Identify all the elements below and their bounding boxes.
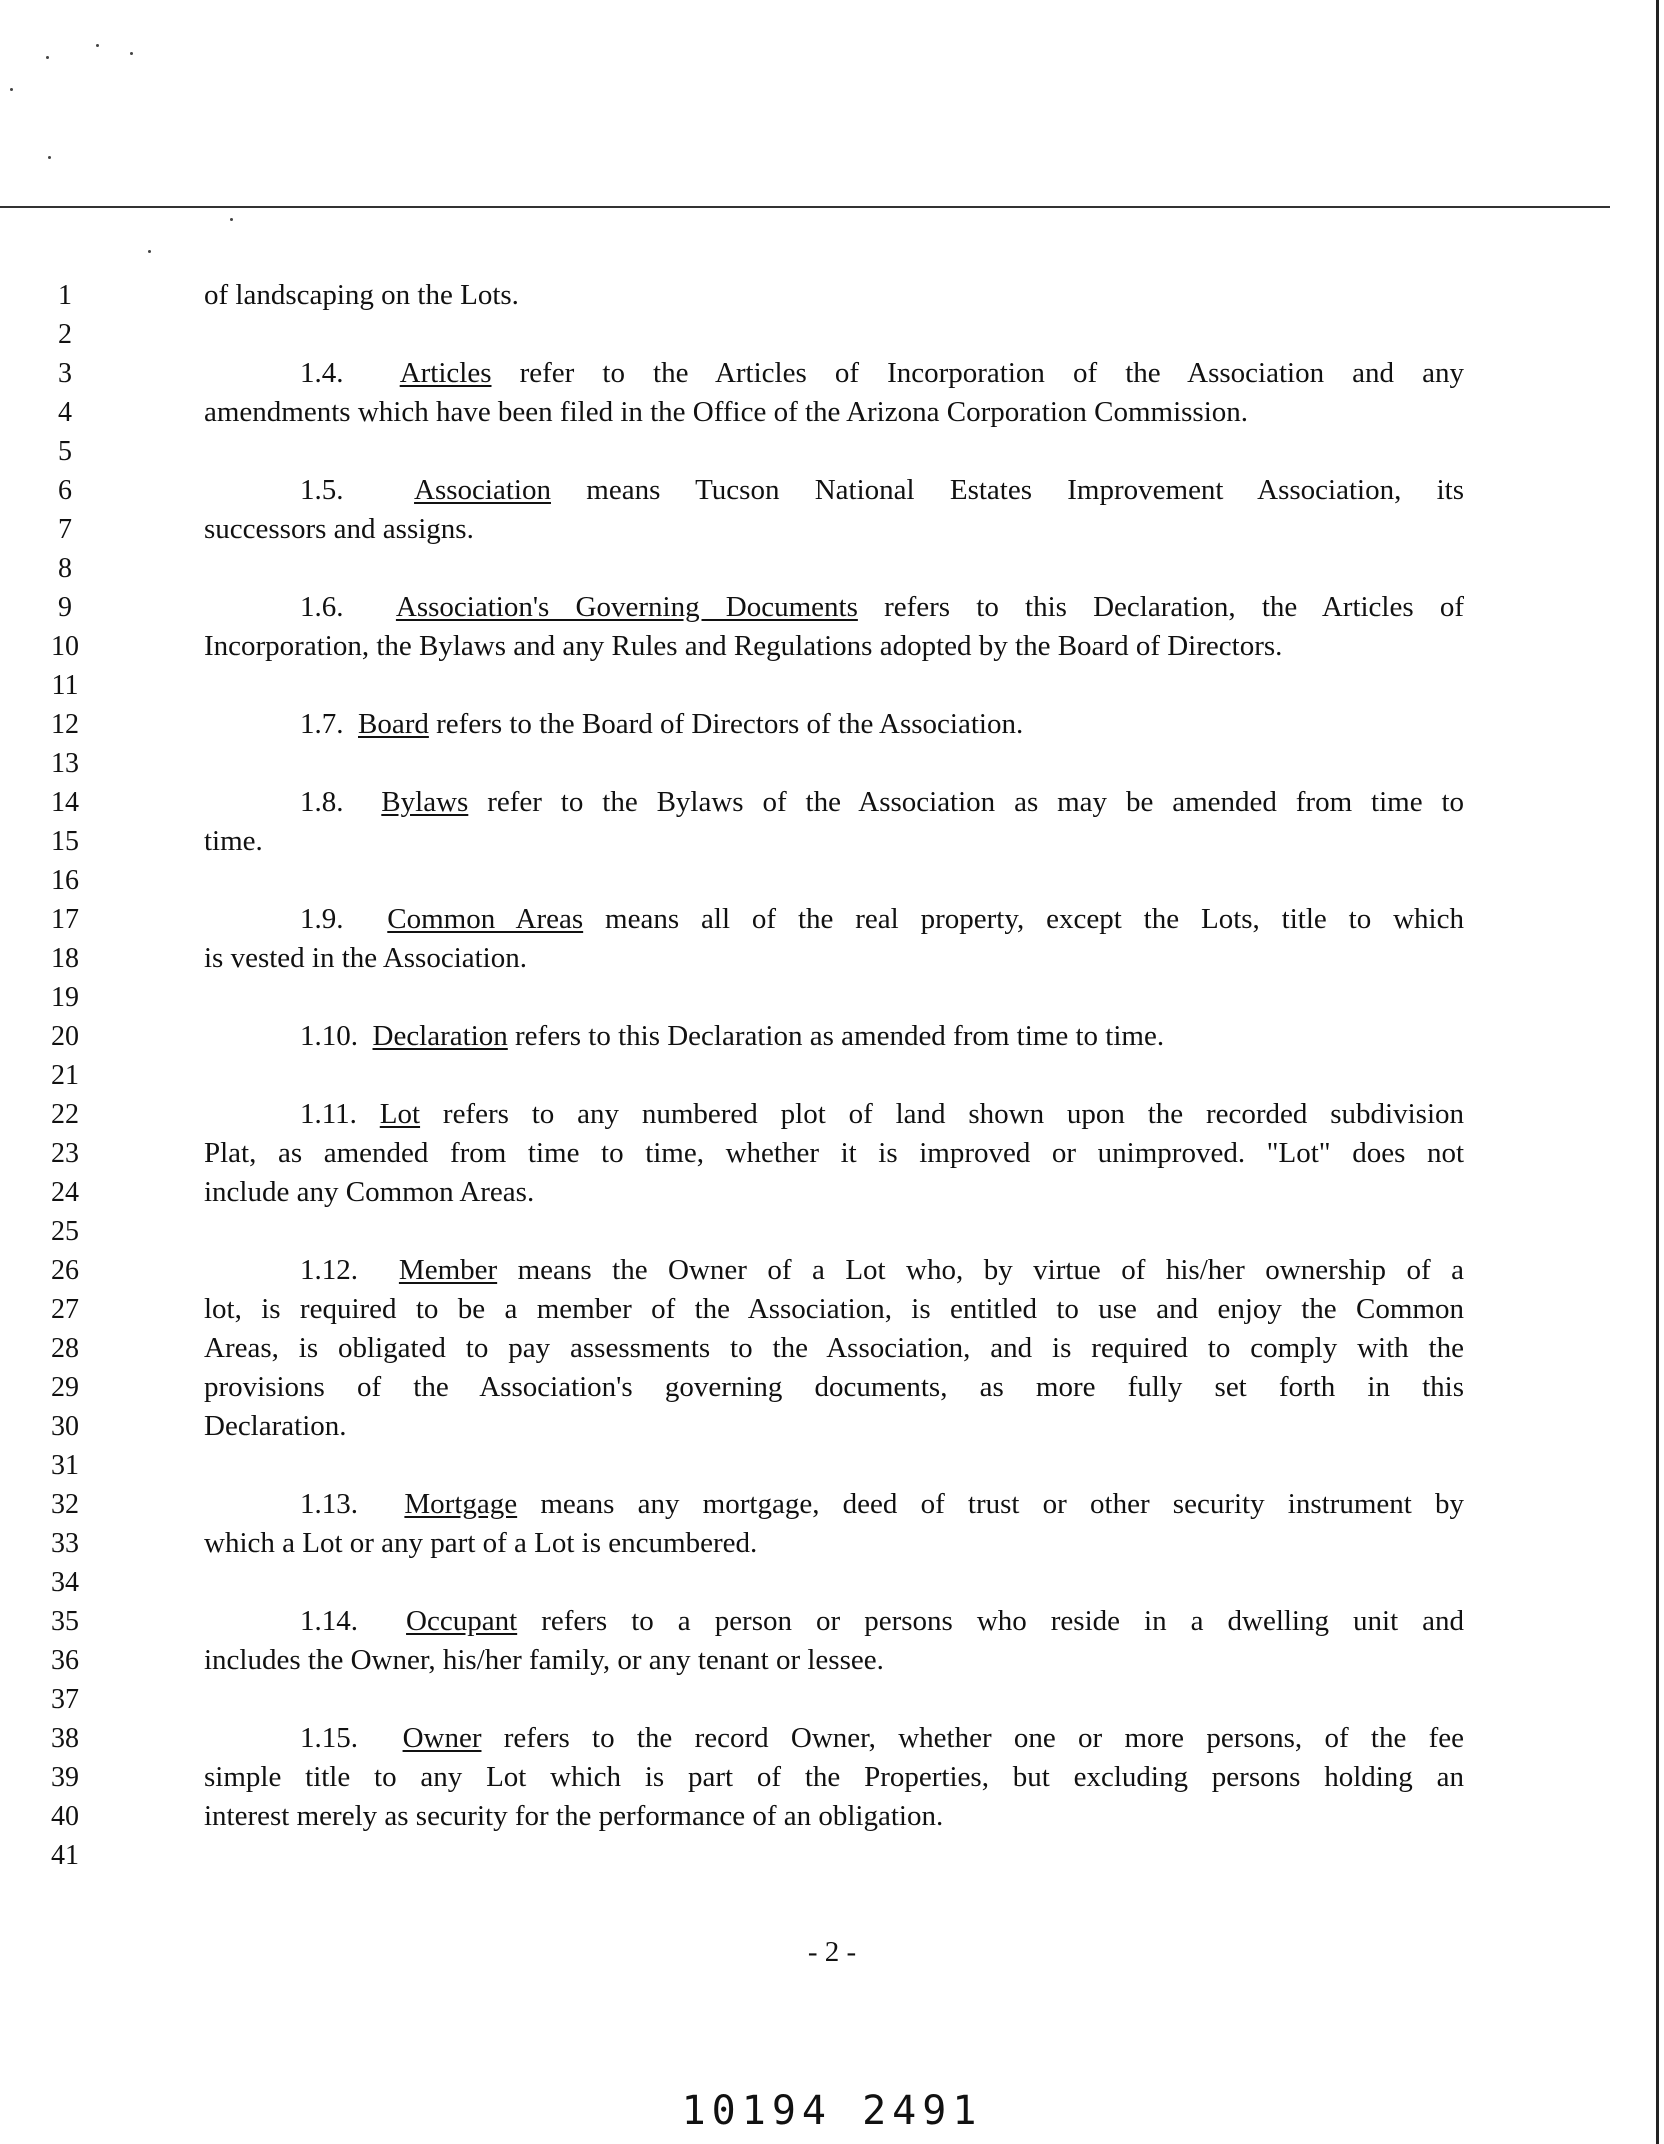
- defined-term: Bylaws: [381, 786, 469, 818]
- section-number: 1.6.: [300, 591, 344, 623]
- section-1-12-line-5: Declaration.: [204, 1410, 347, 1442]
- scan-speck: [46, 56, 49, 59]
- section-1-12-line-2: lot, is required to be a member of the Association, is entitled to use and enjoy the Common: [204, 1293, 1464, 1325]
- section-1-9-line-2: is vested in the Association.: [204, 942, 527, 974]
- scan-speck: [10, 88, 13, 91]
- section-1-10-line-1: 1.10. Declaration refers to this Declaration as amended from time to time.: [300, 1020, 1165, 1052]
- section-1-8-line-2: time.: [204, 825, 263, 857]
- scan-speck: [230, 218, 233, 221]
- line-number: 6: [58, 475, 72, 506]
- section-1-9-line-1: 1.9. Common Areas means all of the real property, except the Lots, title to which: [300, 903, 1464, 935]
- section-1-14-line-1: 1.14. Occupant refers to a person or persons who reside in a dwelling unit and: [300, 1605, 1464, 1637]
- line-number: 29: [51, 1372, 79, 1403]
- line-number: 16: [51, 865, 79, 896]
- line-number: 8: [58, 553, 72, 584]
- defined-term: Association: [414, 474, 551, 506]
- defined-term: Lot: [379, 1098, 421, 1130]
- section-1-7-line-1: 1.7. Board refers to the Board of Directors of the Association.: [300, 708, 1024, 740]
- line-number: 36: [51, 1645, 79, 1676]
- defined-term: Articles: [399, 357, 492, 389]
- section-1-6-line-1: 1.6. Association's Governing Documents refers to this Declaration, the Articles of: [300, 591, 1464, 623]
- line-number: 3: [58, 358, 72, 389]
- line-number: 25: [51, 1216, 79, 1247]
- section-1-4-line-2: amendments which have been filed in the Office of the Arizona Corporation Commission.: [204, 396, 1249, 428]
- line-number: 30: [51, 1411, 79, 1442]
- line-number: 27: [51, 1294, 79, 1325]
- section-1-15-line-3: interest merely as security for the performance of an obligation.: [204, 1800, 944, 1832]
- section-number: 1.12.: [300, 1254, 358, 1286]
- document-body: [204, 276, 1464, 1875]
- line-number: 26: [51, 1255, 79, 1286]
- line-number: 14: [51, 787, 79, 818]
- section-number: 1.8.: [300, 786, 344, 818]
- section-number: 1.10.: [300, 1020, 358, 1052]
- section-1-4-line-1: 1.4. Articles refer to the Articles of Incorporation of the Association and any: [300, 357, 1464, 389]
- scan-speck: [148, 250, 151, 253]
- scan-speck: [130, 52, 133, 55]
- line-number: 15: [51, 826, 79, 857]
- line-number: 13: [51, 748, 79, 779]
- line-number: 12: [51, 709, 79, 740]
- line-number: 37: [51, 1684, 79, 1715]
- section-1-12-line-4: provisions of the Association's governing documents, as more fully set forth in this: [204, 1371, 1464, 1403]
- line-number: 11: [51, 670, 79, 701]
- section-number: 1.15.: [300, 1722, 358, 1754]
- section-1-5-line-2: successors and assigns.: [204, 513, 474, 545]
- line-number: 24: [51, 1177, 79, 1208]
- defined-term: Occupant: [406, 1605, 518, 1637]
- line-number: 4: [58, 397, 72, 428]
- section-number: 1.14.: [300, 1605, 358, 1637]
- line-number: 10: [51, 631, 79, 662]
- line-number-column: [40, 276, 90, 1875]
- defined-term: Board: [358, 708, 429, 740]
- section-1-8-line-1: 1.8. Bylaws refer to the Bylaws of the Association as may be amended from time to: [300, 786, 1464, 818]
- defined-term: Member: [398, 1254, 498, 1286]
- line-number: 20: [51, 1021, 79, 1052]
- section-1-3-tail: of landscaping on the Lots.: [204, 279, 519, 311]
- section-1-15-line-1: 1.15. Owner refers to the record Owner, whether one or more persons, of the fee: [300, 1722, 1464, 1754]
- defined-term: Owner: [402, 1722, 482, 1754]
- section-number: 1.5.: [300, 474, 344, 506]
- recording-number: 10194 2491: [681, 2088, 983, 2134]
- top-rule: [0, 206, 1610, 208]
- line-number: 34: [51, 1567, 79, 1598]
- section-1-13-line-1: 1.13. Mortgage means any mortgage, deed of trust or other security instrument by: [300, 1488, 1464, 1520]
- line-number: 23: [51, 1138, 79, 1169]
- section-1-11-line-3: include any Common Areas.: [204, 1176, 535, 1208]
- line-number: 35: [51, 1606, 79, 1637]
- line-number: 1: [58, 280, 72, 311]
- line-number: 7: [58, 514, 72, 545]
- section-number: 1.11.: [300, 1098, 357, 1130]
- line-number: 33: [51, 1528, 79, 1559]
- section-number: 1.7.: [300, 708, 344, 740]
- section-1-15-line-2: simple title to any Lot which is part of the Properties, but excluding persons holding an: [204, 1761, 1464, 1793]
- section-1-11-line-1: 1.11. Lot refers to any numbered plot of land shown upon the recorded subdivision: [300, 1098, 1464, 1130]
- section-1-6-line-2: Incorporation, the Bylaws and any Rules and Regulations adopted by the Board of Directors.: [204, 630, 1283, 662]
- line-number: 19: [51, 982, 79, 1013]
- section-1-12-line-1: 1.12. Member means the Owner of a Lot who, by virtue of his/her ownership of a: [300, 1254, 1464, 1286]
- line-number: 22: [51, 1099, 79, 1130]
- defined-term: Declaration: [372, 1020, 508, 1052]
- defined-term: Mortgage: [404, 1488, 518, 1520]
- line-number: 9: [58, 592, 72, 623]
- defined-term: Association's Governing Documents: [395, 591, 858, 623]
- line-number: 32: [51, 1489, 79, 1520]
- scan-speck: [96, 44, 99, 47]
- scan-speck: [48, 156, 51, 159]
- line-number: 40: [51, 1801, 79, 1832]
- line-number: 31: [51, 1450, 79, 1481]
- line-number: 38: [51, 1723, 79, 1754]
- line-number: 21: [51, 1060, 79, 1091]
- line-number: 5: [58, 436, 72, 467]
- line-number: 18: [51, 943, 79, 974]
- section-number: 1.13.: [300, 1488, 358, 1520]
- section-1-12-line-3: Areas, is obligated to pay assessments to the Association, and is required to comply with the: [204, 1332, 1464, 1364]
- line-number: 41: [51, 1840, 79, 1871]
- line-number: 17: [51, 904, 79, 935]
- right-margin-rule: [1656, 0, 1659, 2144]
- page-number: - 2 -: [807, 1936, 857, 1968]
- section-number: 1.4.: [300, 357, 344, 389]
- section-1-11-line-2: Plat, as amended from time to time, whether it is improved or unimproved. "Lot" does not: [204, 1137, 1464, 1169]
- line-number: 28: [51, 1333, 79, 1364]
- section-1-13-line-2: which a Lot or any part of a Lot is encumbered.: [204, 1527, 758, 1559]
- line-number: 39: [51, 1762, 79, 1793]
- section-number: 1.9.: [300, 903, 344, 935]
- line-number: 2: [58, 319, 72, 350]
- defined-term: Common Areas: [387, 903, 584, 935]
- section-1-5-line-1: 1.5. Association means Tucson National Estates Improvement Association, its: [300, 474, 1464, 506]
- section-1-14-line-2: includes the Owner, his/her family, or any tenant or lessee.: [204, 1644, 884, 1676]
